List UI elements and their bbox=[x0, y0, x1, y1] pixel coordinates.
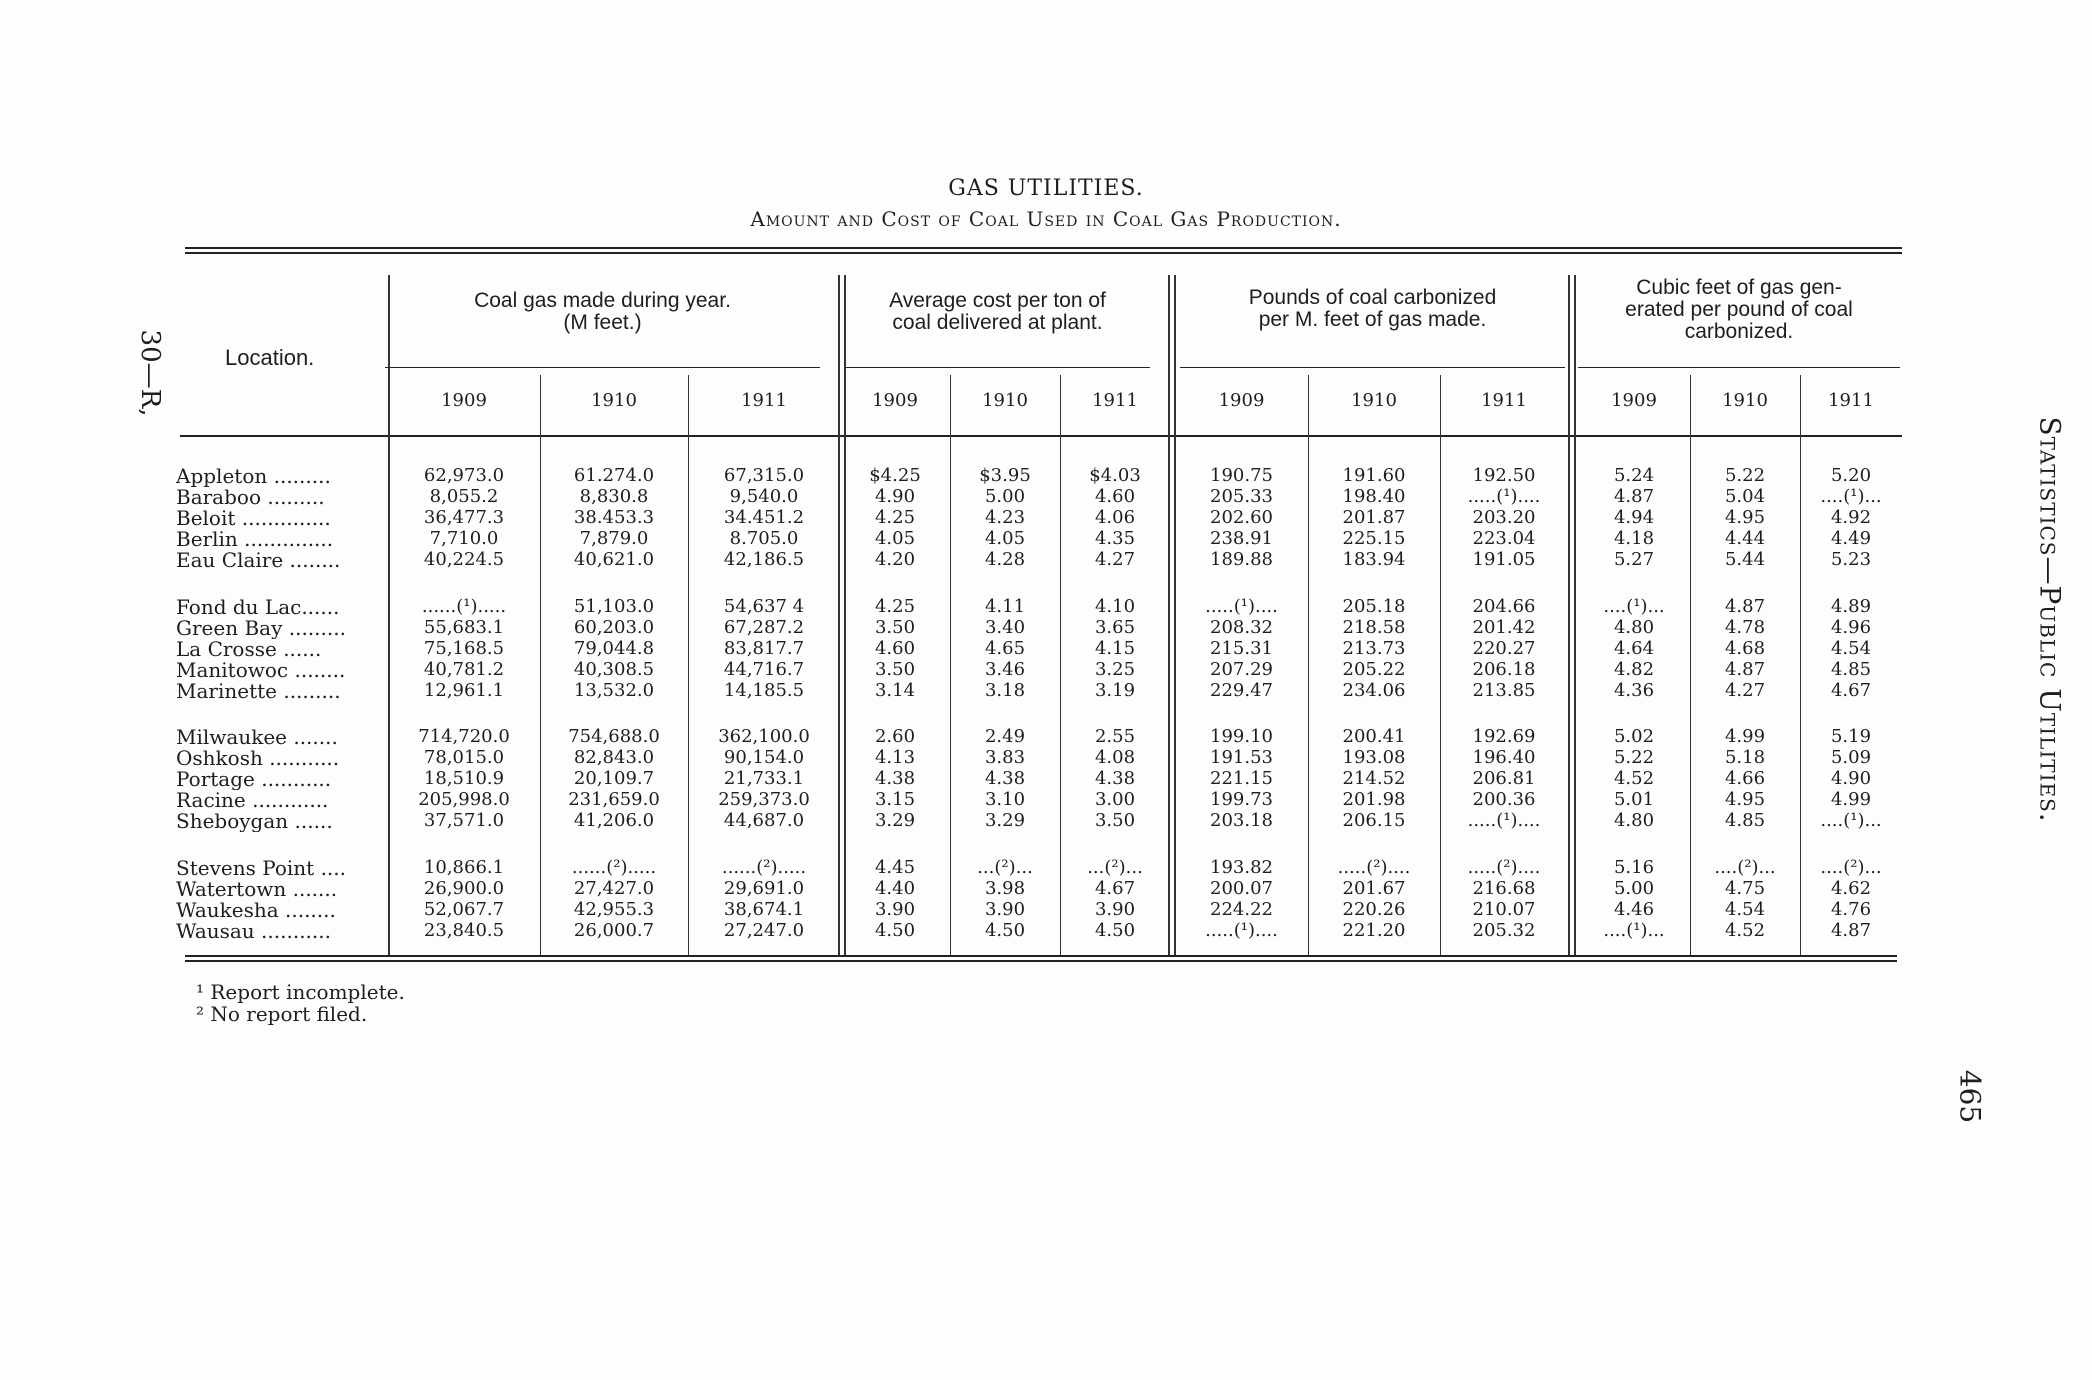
table-cell: 7,710.0 bbox=[429, 528, 499, 549]
table-cell: 214.52 bbox=[1342, 768, 1406, 789]
table-cell: 3.00 bbox=[1094, 789, 1136, 810]
table-cell: 4.78 bbox=[1724, 617, 1766, 638]
table-cell: 3.83 bbox=[984, 747, 1026, 768]
table-cell: 8,830.8 bbox=[579, 486, 649, 507]
table-cell: 198.40 bbox=[1342, 486, 1406, 507]
table-cell: 3.19 bbox=[1094, 680, 1136, 701]
table-cell: 3.29 bbox=[874, 810, 916, 831]
table-cell: 4.66 bbox=[1724, 768, 1766, 789]
table-cell: 38.453.3 bbox=[573, 507, 655, 528]
table-cell: 362,100.0 bbox=[718, 726, 810, 747]
table-cell: 3.50 bbox=[1094, 810, 1136, 831]
location-header: Location. bbox=[225, 345, 315, 370]
table-cell: 224.22 bbox=[1210, 899, 1273, 920]
year-header: 1909 bbox=[1218, 390, 1265, 411]
table-cell: 8,055.2 bbox=[429, 486, 499, 507]
table-cell: 83,817.7 bbox=[723, 638, 805, 659]
table-cell: 4.87 bbox=[1724, 659, 1766, 680]
table-cell: 193.08 bbox=[1342, 747, 1406, 768]
table-cell: $4.03 bbox=[1089, 465, 1141, 486]
table-cell: 221.20 bbox=[1342, 920, 1406, 941]
table-cell: 4.15 bbox=[1094, 638, 1136, 659]
location-cell: La Crosse ...... bbox=[176, 638, 322, 660]
table-cell: 206.15 bbox=[1342, 810, 1406, 831]
running-head: Statistics—Public Utilities. bbox=[2033, 416, 2067, 823]
table-cell: 40,781.2 bbox=[423, 659, 505, 680]
year-header: 1911 bbox=[741, 390, 787, 411]
table-cell: 4.13 bbox=[874, 747, 916, 768]
table-cell: 44,687.0 bbox=[723, 810, 805, 831]
table-cell: 3.15 bbox=[874, 789, 916, 810]
table-cell: 3.14 bbox=[874, 680, 916, 701]
table-cell: 55,683.1 bbox=[423, 617, 505, 638]
table-cell: ...(²)... bbox=[1087, 857, 1143, 878]
table-cell: 4.68 bbox=[1724, 638, 1766, 659]
table-cell: 213.73 bbox=[1342, 638, 1406, 659]
table-cell: 183.94 bbox=[1342, 549, 1406, 570]
table-cell: 4.65 bbox=[984, 638, 1026, 659]
table-cell: 201.42 bbox=[1472, 617, 1536, 638]
table-cell: 40,224.5 bbox=[423, 549, 505, 570]
table-cell: 4.76 bbox=[1830, 899, 1872, 920]
location-cell: Baraboo ......... bbox=[176, 486, 325, 508]
table-cell: 5.04 bbox=[1724, 486, 1766, 507]
table-cell: 4.50 bbox=[984, 920, 1026, 941]
table-cell: 54,637 4 bbox=[723, 596, 805, 617]
table-cell: 199.73 bbox=[1210, 789, 1273, 810]
table-cell: 62,973.0 bbox=[423, 465, 505, 486]
table-cell: ....(¹)... bbox=[1603, 596, 1665, 617]
table-cell: 203.18 bbox=[1210, 810, 1273, 831]
table-cell: 205,998.0 bbox=[418, 789, 510, 810]
table-cell: .....(²).... bbox=[1337, 857, 1411, 878]
table-cell: 213.85 bbox=[1472, 680, 1536, 701]
table-cell: 4.18 bbox=[1613, 528, 1655, 549]
table-cell: 2.55 bbox=[1094, 726, 1136, 747]
table-cell: 200.41 bbox=[1342, 726, 1406, 747]
table-cell: 192.69 bbox=[1472, 726, 1536, 747]
table-cell: 4.23 bbox=[984, 507, 1026, 528]
table-cell: 3.25 bbox=[1094, 659, 1136, 680]
table-cell: 10,866.1 bbox=[423, 857, 505, 878]
table-cell: 4.11 bbox=[984, 596, 1026, 617]
table-cell: ...(²)... bbox=[977, 857, 1033, 878]
table-cell: 3.50 bbox=[874, 659, 916, 680]
table-cell: 4.28 bbox=[984, 549, 1026, 570]
table-cell: 202.60 bbox=[1210, 507, 1273, 528]
location-cell: Milwaukee ....... bbox=[176, 726, 338, 748]
group-rule bbox=[845, 367, 1150, 368]
table-cell: 191.60 bbox=[1342, 465, 1406, 486]
table-cell: 5.24 bbox=[1613, 465, 1655, 486]
table-cell: 205.33 bbox=[1210, 486, 1273, 507]
table-cell: 4.90 bbox=[874, 486, 916, 507]
table-cell: 5.00 bbox=[984, 486, 1026, 507]
table-cell: 196.40 bbox=[1472, 747, 1536, 768]
table-cell: 189.88 bbox=[1210, 549, 1273, 570]
page-title: GAS UTILITIES. bbox=[948, 176, 1144, 201]
table-cell: 4.54 bbox=[1724, 899, 1766, 920]
table-cell: 12,961.1 bbox=[423, 680, 505, 701]
table-cell: $3.95 bbox=[979, 465, 1031, 486]
table-cell: 229.47 bbox=[1210, 680, 1273, 701]
table-cell: 4.38 bbox=[874, 768, 916, 789]
table-cell: 42,955.3 bbox=[573, 899, 655, 920]
table-cell: 4.89 bbox=[1830, 596, 1872, 617]
year-header: 1909 bbox=[872, 390, 918, 411]
table-cell: 4.54 bbox=[1830, 638, 1872, 659]
table-cell: 5.02 bbox=[1613, 726, 1655, 747]
table-cell: 220.26 bbox=[1342, 899, 1406, 920]
table-cell: 3.18 bbox=[984, 680, 1026, 701]
table-cell: 4.38 bbox=[984, 768, 1026, 789]
table-cell: 4.44 bbox=[1724, 528, 1766, 549]
table-cell: 4.90 bbox=[1830, 768, 1872, 789]
table-cell: 4.25 bbox=[874, 596, 916, 617]
table-cell: 4.20 bbox=[874, 549, 916, 570]
table-cell: 714,720.0 bbox=[418, 726, 510, 747]
table-cell: 26,900.0 bbox=[423, 878, 505, 899]
location-cell: Sheboygan ...... bbox=[176, 810, 333, 832]
location-cell: Fond du Lac...... bbox=[176, 596, 340, 618]
table-cell: 205.32 bbox=[1472, 920, 1536, 941]
group-rule bbox=[1578, 367, 1900, 368]
year-header: 1910 bbox=[591, 390, 637, 411]
table-cell: 3.10 bbox=[984, 789, 1026, 810]
table-cell: 5.18 bbox=[1724, 747, 1766, 768]
table-cell: $4.25 bbox=[869, 465, 921, 486]
table-cell: 14,185.5 bbox=[723, 680, 805, 701]
table-cell: 3.90 bbox=[874, 899, 916, 920]
table-cell: 60,203.0 bbox=[573, 617, 655, 638]
year-header: 1911 bbox=[1481, 390, 1527, 411]
table-cell: 38,674.1 bbox=[723, 899, 805, 920]
table-cell: 3.90 bbox=[1094, 899, 1136, 920]
table-cell: 5.01 bbox=[1613, 789, 1655, 810]
table-cell: 4.25 bbox=[874, 507, 916, 528]
table-cell: 5.16 bbox=[1613, 857, 1655, 878]
table-cell: 5.09 bbox=[1830, 747, 1872, 768]
table-cell: 4.50 bbox=[874, 920, 916, 941]
table-cell: 4.50 bbox=[1094, 920, 1136, 941]
table-cell: 206.81 bbox=[1472, 768, 1536, 789]
table-cell: 4.40 bbox=[874, 878, 916, 899]
table-cell: 231,659.0 bbox=[568, 789, 660, 810]
table-cell: 200.36 bbox=[1472, 789, 1536, 810]
table-cell: 4.10 bbox=[1094, 596, 1136, 617]
table-bottom-rule bbox=[185, 955, 1897, 957]
table-cell: 4.36 bbox=[1613, 680, 1655, 701]
table-cell: 4.60 bbox=[1094, 486, 1136, 507]
table-cell: 4.75 bbox=[1724, 878, 1766, 899]
table-cell: 4.35 bbox=[1094, 528, 1136, 549]
table-cell: 4.64 bbox=[1613, 638, 1655, 659]
table-subtitle: Amount and Cost of Coal Used in Coal Gas Production. bbox=[750, 207, 1342, 231]
group-header: Pounds of coal carbonized per M. feet of gas made. bbox=[1248, 286, 1497, 331]
table-cell: ....(¹)... bbox=[1820, 810, 1882, 831]
table-cell: ....(¹)... bbox=[1603, 920, 1665, 941]
location-cell: Watertown ....... bbox=[176, 878, 338, 900]
table-cell: 205.22 bbox=[1342, 659, 1406, 680]
table-cell: 201.98 bbox=[1342, 789, 1406, 810]
table-cell: ......(¹)..... bbox=[421, 596, 507, 617]
table-cell: 8.705.0 bbox=[729, 528, 799, 549]
table-cell: 40,621.0 bbox=[573, 549, 655, 570]
table-cell: 2.60 bbox=[874, 726, 916, 747]
table-cell: 201.67 bbox=[1342, 878, 1406, 899]
location-cell: Beloit .............. bbox=[176, 507, 331, 529]
table-cell: 4.80 bbox=[1613, 617, 1655, 638]
table-cell: .....(¹).... bbox=[1205, 920, 1278, 941]
table-cell: 4.46 bbox=[1613, 899, 1655, 920]
location-cell: Waukesha ........ bbox=[176, 899, 336, 921]
table-cell: 23,840.5 bbox=[423, 920, 505, 941]
table-cell: 4.05 bbox=[874, 528, 916, 549]
table-cell: 4.45 bbox=[874, 857, 916, 878]
table-cell: 4.87 bbox=[1613, 486, 1655, 507]
table-cell: ....(¹)... bbox=[1820, 486, 1882, 507]
table-cell: 4.05 bbox=[984, 528, 1026, 549]
table-cell: 5.27 bbox=[1613, 549, 1655, 570]
table-cell: 4.80 bbox=[1613, 810, 1655, 831]
table-cell: 4.94 bbox=[1613, 507, 1655, 528]
table-cell: 4.95 bbox=[1724, 507, 1766, 528]
table-cell: 36,477.3 bbox=[423, 507, 505, 528]
table-cell: 4.52 bbox=[1724, 920, 1766, 941]
table-bottom-rule-2 bbox=[185, 960, 1897, 962]
table-cell: 4.96 bbox=[1830, 617, 1872, 638]
table-top-rule bbox=[185, 247, 1902, 249]
location-cell: Green Bay ......... bbox=[176, 617, 346, 639]
table-cell: 3.40 bbox=[984, 617, 1026, 638]
table-cell: 4.67 bbox=[1830, 680, 1872, 701]
table-cell: 4.92 bbox=[1830, 507, 1872, 528]
table-cell: 5.00 bbox=[1613, 878, 1655, 899]
table-cell: 220.27 bbox=[1472, 638, 1536, 659]
footnote-1: ¹ Report incomplete. bbox=[196, 980, 405, 1004]
table-cell: 40,308.5 bbox=[573, 659, 655, 680]
table-cell: 3.46 bbox=[984, 659, 1026, 680]
table-cell: 210.07 bbox=[1472, 899, 1536, 920]
table-cell: 41,206.0 bbox=[573, 810, 655, 831]
table-cell: 27,427.0 bbox=[573, 878, 655, 899]
location-cell: Racine ............ bbox=[176, 789, 329, 811]
table-cell: 4.85 bbox=[1830, 659, 1872, 680]
table-cell: 4.87 bbox=[1830, 920, 1872, 941]
table-cell: 223.04 bbox=[1472, 528, 1536, 549]
table-cell: 4.38 bbox=[1094, 768, 1136, 789]
table-cell: 37,571.0 bbox=[423, 810, 505, 831]
group-rule bbox=[1180, 367, 1565, 368]
table-cell: 3.98 bbox=[984, 878, 1026, 899]
table-cell: 75,168.5 bbox=[423, 638, 505, 659]
table-cell: 44,716.7 bbox=[723, 659, 805, 680]
table-cell: 26,000.7 bbox=[573, 920, 655, 941]
table-cell: 42,186.5 bbox=[723, 549, 805, 570]
table-cell: 215.31 bbox=[1210, 638, 1273, 659]
table-cell: 67,315.0 bbox=[723, 465, 805, 486]
table-cell: 216.68 bbox=[1472, 878, 1536, 899]
year-header: 1909 bbox=[1611, 390, 1657, 411]
table-cell: 3.90 bbox=[984, 899, 1026, 920]
table-cell: 4.27 bbox=[1724, 680, 1766, 701]
table-cell: 5.22 bbox=[1613, 747, 1655, 768]
table-cell: 2.49 bbox=[984, 726, 1026, 747]
table-cell: 79,044.8 bbox=[573, 638, 655, 659]
table-cell: 4.62 bbox=[1830, 878, 1872, 899]
table-cell: ......(²)..... bbox=[571, 857, 657, 878]
location-cell: Oshkosh ........... bbox=[176, 747, 340, 769]
table-cell: 4.99 bbox=[1724, 726, 1766, 747]
table-cell: 191.53 bbox=[1210, 747, 1273, 768]
page-number: 465 bbox=[1953, 1069, 1987, 1124]
table-cell: 4.85 bbox=[1724, 810, 1766, 831]
table-top-rule-2 bbox=[185, 252, 1902, 254]
table-cell: 5.19 bbox=[1830, 726, 1872, 747]
location-cell: Portage ........... bbox=[176, 768, 332, 790]
group-header: Coal gas made during year. (M feet.) bbox=[474, 289, 731, 334]
table-cell: 27,247.0 bbox=[723, 920, 805, 941]
table-cell: ......(²)..... bbox=[721, 857, 807, 878]
group-header: Average cost per ton of coal delivered at plant. bbox=[889, 289, 1106, 334]
table-cell: 51,103.0 bbox=[573, 596, 655, 617]
table-cell: 13,532.0 bbox=[573, 680, 655, 701]
table-cell: 204.66 bbox=[1472, 596, 1536, 617]
column-divider bbox=[1568, 275, 1570, 955]
table-cell: 4.49 bbox=[1830, 528, 1872, 549]
location-cell: Stevens Point .... bbox=[176, 857, 346, 879]
table-cell: 4.06 bbox=[1094, 507, 1136, 528]
table-cell: 207.29 bbox=[1210, 659, 1273, 680]
table-cell: 234.06 bbox=[1342, 680, 1406, 701]
group-rule bbox=[385, 367, 820, 368]
table-cell: 191.05 bbox=[1472, 549, 1536, 570]
table-cell: 3.50 bbox=[874, 617, 916, 638]
table-cell: 193.82 bbox=[1210, 857, 1273, 878]
table-cell: 206.18 bbox=[1472, 659, 1536, 680]
location-cell: Berlin .............. bbox=[176, 528, 334, 550]
table-cell: 225.15 bbox=[1342, 528, 1406, 549]
table-cell: 4.95 bbox=[1724, 789, 1766, 810]
table-cell: 4.82 bbox=[1613, 659, 1655, 680]
table-cell: 9,540.0 bbox=[729, 486, 799, 507]
table-cell: 4.99 bbox=[1830, 789, 1872, 810]
table-cell: 61.274.0 bbox=[573, 465, 655, 486]
year-header: 1910 bbox=[982, 390, 1028, 411]
table-cell: 201.87 bbox=[1342, 507, 1406, 528]
table-cell: 754,688.0 bbox=[568, 726, 660, 747]
table-cell: 205.18 bbox=[1342, 596, 1406, 617]
table-cell: 7,879.0 bbox=[579, 528, 649, 549]
table-cell: 34.451.2 bbox=[723, 507, 805, 528]
table-cell: 203.20 bbox=[1472, 507, 1536, 528]
table-cell: 190.75 bbox=[1210, 465, 1273, 486]
year-header: 1911 bbox=[1828, 390, 1874, 411]
footnote-2: ² No report filed. bbox=[196, 1002, 368, 1026]
header-bottom-rule bbox=[180, 435, 1902, 437]
location-cell: Wausau ........... bbox=[176, 920, 331, 942]
table-cell: .....(¹).... bbox=[1467, 810, 1541, 831]
table-cell: 21,733.1 bbox=[723, 768, 805, 789]
table-cell: 4.52 bbox=[1613, 768, 1655, 789]
table-cell: 82,843.0 bbox=[573, 747, 655, 768]
table-cell: 4.27 bbox=[1094, 549, 1136, 570]
table-cell: 67,287.2 bbox=[723, 617, 805, 638]
table-cell: .....(¹).... bbox=[1205, 596, 1278, 617]
table-cell: 200.07 bbox=[1210, 878, 1273, 899]
group-header: Cubic feet of gas gen- erated per pound of coal carbonized. bbox=[1625, 276, 1853, 343]
table-cell: ....(²)... bbox=[1714, 857, 1776, 878]
table-cell: 199.10 bbox=[1210, 726, 1273, 747]
side-page-marker: 30—R, bbox=[135, 329, 165, 417]
table-cell: 218.58 bbox=[1342, 617, 1406, 638]
year-header: 1910 bbox=[1351, 390, 1397, 411]
table-cell: 20,109.7 bbox=[573, 768, 655, 789]
table-cell: .....(¹).... bbox=[1467, 486, 1541, 507]
table-cell: 4.60 bbox=[874, 638, 916, 659]
table-cell: 3.29 bbox=[984, 810, 1026, 831]
location-cell: Appleton ......... bbox=[176, 465, 331, 487]
location-cell: Marinette ......... bbox=[176, 680, 341, 702]
table-cell: 29,691.0 bbox=[723, 878, 805, 899]
table-cell: 4.08 bbox=[1094, 747, 1136, 768]
table-cell: 221.15 bbox=[1210, 768, 1273, 789]
table-cell: ....(²)... bbox=[1820, 857, 1882, 878]
table-cell: 4.67 bbox=[1094, 878, 1136, 899]
table-cell: 192.50 bbox=[1472, 465, 1536, 486]
year-header: 1910 bbox=[1722, 390, 1768, 411]
table-cell: 259,373.0 bbox=[718, 789, 810, 810]
table-cell: 238.91 bbox=[1210, 528, 1273, 549]
table-cell: 5.23 bbox=[1830, 549, 1872, 570]
table-cell: .....(²).... bbox=[1467, 857, 1541, 878]
table-cell: 52,067.7 bbox=[423, 899, 505, 920]
table-cell: 18,510.9 bbox=[423, 768, 505, 789]
table-cell: 78,015.0 bbox=[423, 747, 505, 768]
location-cell: Manitowoc ........ bbox=[176, 659, 346, 681]
year-header: 1911 bbox=[1092, 390, 1138, 411]
table-cell: 5.22 bbox=[1724, 465, 1766, 486]
table-cell: 4.87 bbox=[1724, 596, 1766, 617]
table-cell: 3.65 bbox=[1094, 617, 1136, 638]
table-cell: 5.44 bbox=[1724, 549, 1766, 570]
year-header: 1909 bbox=[441, 390, 487, 411]
table-cell: 208.32 bbox=[1210, 617, 1273, 638]
location-cell: Eau Claire ........ bbox=[176, 549, 341, 571]
column-divider bbox=[1574, 275, 1576, 955]
table-cell: 90,154.0 bbox=[723, 747, 805, 768]
table-cell: 5.20 bbox=[1830, 465, 1872, 486]
